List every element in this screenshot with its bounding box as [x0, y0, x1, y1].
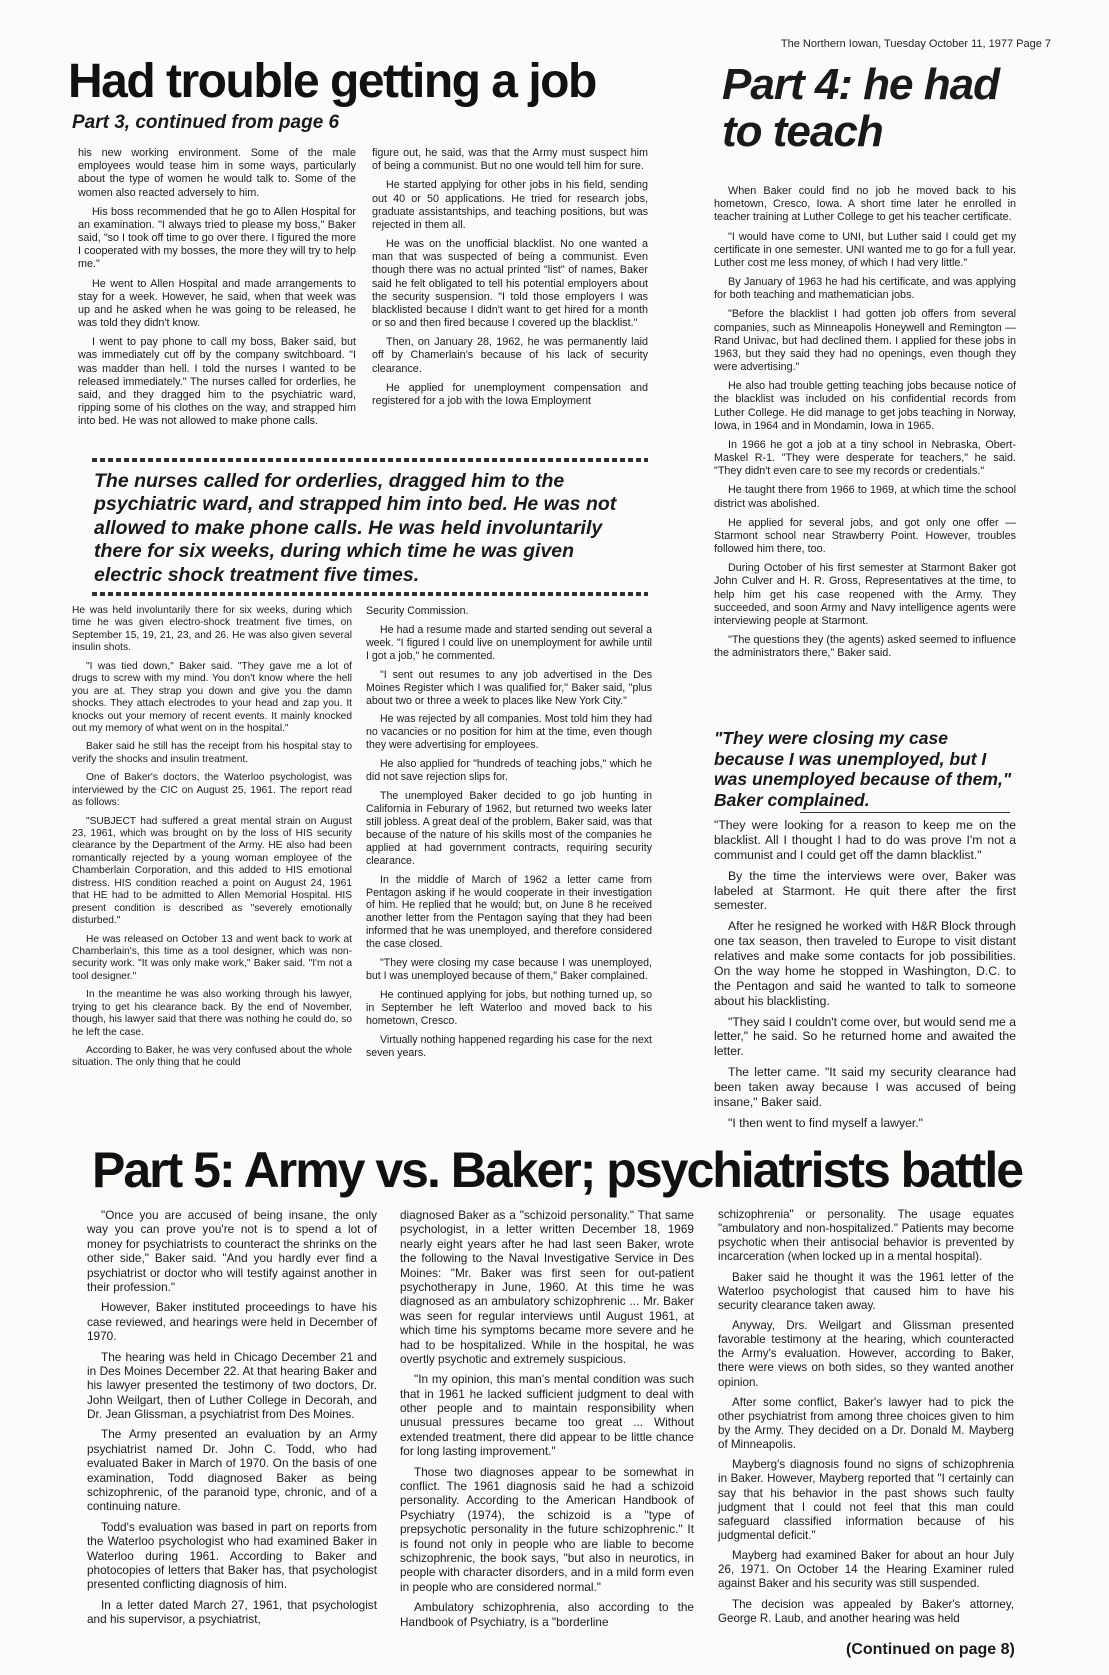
pullquote-underline	[800, 812, 1010, 813]
paragraph: "In my opinion, this man's mental condition was such that in 1961 he lacked sufficient judgment to deal with other people and to maintain responsibility when unusual pressures became too great ... Without extended treatment, there did appear to be little chance for long lasting improvement."	[400, 1372, 694, 1459]
paragraph: Security Commission.	[366, 605, 469, 617]
paragraph: In the middle of March of 1962 a letter came from Pentagon asking if he would cooperate in their investigation of him. He replied that he would; but, on June 8 he received another letter from the Pentagon saying that they had been informed that he was unemployed, and therefore considered the case closed.	[366, 873, 652, 951]
paragraph: Virtually nothing happened regarding his case for the next seven years.	[366, 1033, 652, 1059]
paragraph: By the time the interviews were over, Baker was labeled at Starmont. He quit there after the first semester.	[714, 868, 1016, 913]
paragraph: Mayberg's diagnosis found no signs of schizophrenia in Baker. However, Mayberg reported that "I certainly can say that his behavior in the past shows such faulty judgment that I could not feel that this man could safeguard classified information because of his judgmental deficit."	[718, 1458, 1014, 1542]
paragraph: "SUBJECT had suffered a great mental strain on August 23, 1961, which was brought on by the loss of HIS security clearance by the Department of the Army. HE also had been romantically rejected by a young woman employee of the Chamberlain Corporation, and this added to HIS emotional distress. HIS condition reached a point on August 24, 1961 that HE had to be admitted to Allen Memorial Hospital. HIS present condition is described as "severely emotionally disturbed."	[72, 815, 352, 927]
paragraph: He started applying for other jobs in his field, sending out 40 or 50 applications. He tried for research jobs, graduate assistantships, and teaching positions, but was rejected in them all.	[372, 179, 648, 231]
paragraph: schizophrenia" or personality. The usage equates "ambulatory and non-hospitalized." Patients may become psychotic when their antisocial behavior is prevented by incarceration (when locked up in a mental hospital).	[718, 1208, 1014, 1264]
pullquote-top-rule	[92, 458, 648, 462]
paragraph: He was on the unofficial blacklist. No one wanted a man that was suspected of being a communist. Even though there was no actual printed "list" of names, Baker said he felt obligated to tell his potential employers about the security suspension. "I told those employers I was blacklisted because I didn't want to get hired for a month or so and then fired because I covered up the blacklist."	[372, 238, 648, 330]
paragraph: Then, on January 28, 1962, he was permanently laid off by Chamerlain's because of his lack of security clearance.	[372, 336, 648, 375]
paragraph: The hearing was held in Chicago December 21 and in Des Moines December 22. At that hearing Baker and his lawyer presented the testimony of two doctors, Dr. John Weilgart, then of Luther College in Decorah, and Dr. Jean Glissman, a psychiatrist from Des Moines.	[87, 1349, 377, 1422]
paragraph: In the meantime he was also working through his lawyer, trying to get his clearance back. By the end of November, though, his lawyer said that there was nothing he could do, so he left the case.	[72, 989, 352, 1038]
part5-column-1	[87, 1208, 377, 1633]
part3-column-3	[72, 605, 352, 1076]
paragraph: Those two diagnoses appear to be somewhat in conflict. The 1961 diagnosis said he had a schizoid personality. According to the American Handbook of Psychiatry (1974), the schizoid is a "type of prepsychotic personality in the future schizophrenic." It is found not only in people who are liable to become schizophrenic, the book says, "but also in neurotics, in people with character disorders, and in a mild form even in people who are considered normal."	[400, 1464, 694, 1594]
paragraph: I went to pay phone to call my boss, Baker said, but was immediately cut off by the company switchboard. "I was madder than hell. I told the nurses I wanted to be released immediately." The nurses called for orderlies, he said, and they dragged him to the psychiatric ward, ripping some of his clothes on the way, and strapped him into bed. He was not allowed to make phone calls.	[78, 336, 356, 428]
paragraph: "I sent out resumes to any job advertised in the Des Moines Register which I was qualified for," Baker said, "plus about two or three a week to places like New York City."	[366, 668, 652, 707]
paragraph: Baker said he still has the receipt from his hospital stay to verify the shocks and insulin treatment.	[72, 741, 352, 765]
part5-column-2	[400, 1208, 694, 1635]
part4-column-bottom	[714, 818, 1016, 1137]
paragraph: He taught there from 1966 to 1969, at which time the school district was abolished.	[714, 484, 1016, 510]
paragraph: "I then went to find myself a lawyer."	[728, 1115, 923, 1130]
paragraph: Mayberg had examined Baker for about an hour July 26, 1971. On October 14 the Hearing Examiner ruled against Baker and his security was still suspended.	[718, 1549, 1014, 1591]
paragraph: After some conflict, Baker's lawyer had to pick the other psychiatrist from among three choices given to him by the Army. They decided on a Dr. Donald M. Mayberg of Minneapolis.	[718, 1395, 1014, 1452]
paragraph: The Army presented an evaluation by an Army psychiatrist named Dr. John C. Todd, who had evaluated Baker in March of 1970. On the basis of one examination, Todd diagnosed Baker as being schizophrenic, of the paranoid type, chronic, and of a continuing nature.	[87, 1427, 377, 1514]
part5-headline: Part 5: Army vs. Baker; psychiatrists battle	[92, 1142, 1023, 1198]
paragraph: "I would have come to UNI, but Luther said I could get my certificate in one semester. UNI wanted me to go for a full year. Luther cost me less money, of which I had very little."	[714, 230, 1016, 269]
paragraph: He also had trouble getting teaching jobs because notice of the blacklist was included on his confidential records from Luther College. He did manage to get jobs teaching in Norway, Iowa, in 1964 and in Mondamin, Iowa in 1965.	[714, 380, 1016, 432]
paragraph: diagnosed Baker as a "schizoid personality." That same psychologist, in a letter written December 18, 1969 nearly eight years after he had last seen Baker, wrote the following to the Naval Investigative Service in Des Moines: "Mr. Baker was first seen for out-patient psychotherapy in June, 1960. At this time he was diagnosed as an ambulatory schizophrenic ... Mr. Baker was seen for regular interviews until August 1961, at which time his symptoms became more severe and he had to be hospitalized. While in the hospital, he was overtly psychotic and extremely suspicious.	[400, 1208, 694, 1366]
paragraph: He was rejected by all companies. Most told him they had no vacancies or no position for him at the time, even though they were advertising for employees.	[366, 713, 652, 752]
paragraph: "They were looking for a reason to keep me on the blacklist. All I thought I had to do was prove I'm not a communist and I could get off the damn blacklist."	[714, 818, 1016, 862]
paragraph: He applied for unemployment compensation and registered for a job with the Iowa Employment	[372, 381, 648, 407]
pullquote-bottom-rule	[92, 592, 648, 596]
paragraph: He was released on October 13 and went back to work at Chamberlain's, this time as a tool designer, which was non-security work. "It was only make work," Baker said. "I'm not a tool designer."	[72, 933, 352, 982]
part3-pullquote: The nurses called for orderlies, dragged him to the psychiatric ward, and strapped him into bed. He was not allowed to make phone calls. He was held involuntarily there for six weeks, during which time he was given electric shock treatment five times.	[94, 470, 617, 586]
paragraph: Todd's evaluation was based in part on reports from the Waterloo psychologist who had examined Baker in Waterloo during 1961. According to Baker and photocopies of letters that Baker has, that psychologist presented conflicting diagnosis of him.	[87, 1519, 377, 1592]
paragraph: He had a resume made and started sending out several a week. "I figured I could live on unemployment for awhile until I got a job," he commented.	[366, 623, 652, 662]
paragraph: He also applied for "hundreds of teaching jobs," which he did not save rejection slips for.	[366, 758, 652, 784]
paragraph: "They were closing my case because I was unemployed, but I was unemployed because of them," Baker complained.	[366, 957, 652, 983]
paragraph: He applied for several jobs, and got only one offer — Starmont school near Strawberry Point. However, troubles followed him there, too.	[714, 516, 1016, 556]
part3-column-4	[366, 605, 652, 1066]
paragraph: figure out, he said, was that the Army must suspect him of being a communist. But no one would tell him for sure.	[372, 147, 648, 173]
paragraph: He went to Allen Hospital and made arrangements to stay for a week. However, he said, when that week was up and he asked when he was going to be released, he was told they didn't know.	[78, 277, 356, 330]
part4-column-top	[714, 185, 1016, 667]
paragraph: The decision was appealed by Baker's attorney, George R. Laub, and another hearing was held	[718, 1597, 1014, 1625]
paragraph: "Before the blacklist I had gotten job offers from several companies, such as Minneapolis Honeywell and Remington — Rand Univac, but had declined them. I applied for these jobs in 1963, but they said they had no openings, even though they were advertising."	[714, 308, 1016, 374]
paragraph: Ambulatory schizophrenia, also according to the Handbook of Psychiatry, is a "borderline	[400, 1600, 694, 1629]
continued-on-page-8: (Continued on page 8)	[846, 1641, 1015, 1658]
paragraph: "Once you are accused of being insane, the only way you can prove you're not is to spend a lot of money for psychiatrists to counteract the shrinks on the other side," Baker said. "And you hardly ever find a psychiatrist or doctor who will testify against another in their profession."	[87, 1208, 377, 1294]
paragraph: "The questions they (the agents) asked seemed to influence the administrators there," Baker said.	[714, 634, 1016, 660]
paragraph: The unemployed Baker decided to go job hunting in California in Feburary of 1962, but returned two weeks later still jobless. A great deal of the problem, Baker said, was that because of the nature of his skills most of the companies he applied at had government contracts, requiring security clearance.	[366, 790, 652, 867]
paragraph: He continued applying for jobs, but nothing turned up, so in September he left Waterloo and moved back to his hometown, Cresco.	[366, 988, 652, 1027]
paragraph: The letter came. "It said my security clearance had been taken away because I was accused of being insane," Baker said.	[714, 1065, 1016, 1109]
part3-column-2	[372, 147, 648, 414]
masthead: The Northern Iowan, Tuesday October 11, 1977 Page 7	[780, 38, 1051, 50]
paragraph: He was held involuntarily there for six weeks, during which time he was given electro-shock treatment five times, on September 15, 19, 21, 23, and 26. He was also given several insulin shots.	[72, 605, 352, 654]
part3-headline: Had trouble getting a job	[68, 55, 596, 108]
paragraph: After he resigned he worked with H&R Block through one tax season, then traveled to Europe to visit distant relatives and make some contacts for job possibilities. On the way home he stopped in Washington, D.C. to the Pentagon and said he wanted to talk to someone about his blacklisting.	[714, 919, 1016, 1008]
paragraph: According to Baker, he was very confused about the whole situation. The only thing that he could	[72, 1045, 352, 1069]
paragraph: "They said I couldn't come over, but would send me a letter," he said. So he returned home and awaited the letter.	[714, 1014, 1016, 1059]
paragraph: When Baker could find no job he moved back to his hometown, Cresco, Iowa. A short time later he enrolled in teacher training at Luther College to get his teacher certificate.	[714, 185, 1016, 224]
paragraph: His boss recommended that he go to Allen Hospital for an examination. "I always tried to please my boss," Baker said, "so I took off time to go over there. I figured the more I cooperated with my bosses, the more they will try to help me."	[78, 205, 356, 271]
paragraph: Anyway, Drs. Weilgart and Glissman presented favorable testimony at the hearing, which counteracted the Army's evaluation. However, according to Baker, there were views on both sides, so they wanted another opinion.	[718, 1318, 1014, 1389]
paragraph: Baker said he thought it was the 1961 letter of the Waterloo psychologist that caused him to have his security clearance taken away.	[718, 1270, 1014, 1312]
part3-subhead: Part 3, continued from page 6	[72, 112, 340, 133]
paragraph: his new working environment. Some of the male employees would tease him in some ways, particularly about the type of women he would talk to. Some of the women also reacted adversely to him.	[78, 147, 356, 199]
part3-column-1	[78, 147, 356, 434]
part4-pullquote: "They were closing my case because I was unemployed, but I was unemployed because of them," Baker complained.	[714, 728, 1012, 810]
part4-headline: Part 4: he had to teach	[722, 60, 999, 156]
paragraph: "I was tied down," Baker said. "They gave me a lot of drugs to screw with my mind. You don't know where the hell you are at. They strap you down and give you the damn shocks. They attach electrodes to your head and zap you. It knocks out your memory of recent events. It mainly knocked out my memory of what went on in the hospital."	[72, 660, 352, 734]
paragraph: However, Baker instituted proceedings to have his case reviewed, and hearings were held in December of 1970.	[87, 1300, 377, 1344]
paragraph: In a letter dated March 27, 1961, that psychologist and his supervisor, a psychiatrist,	[87, 1597, 377, 1627]
paragraph: In 1966 he got a job at a tiny school in Nebraska, Obert-Maskel R-1. "They were desperate for teachers," he said. "They didn't even care to see my records or credentials."	[714, 438, 1016, 478]
paragraph: During October of his first semester at Starmont Baker got John Culver and H. R. Gross, Representatives at the time, to help him get his case reopened with the Army. They succeeded, and soon Army and Navy intelligence agents were interviewing people at Starmont.	[714, 562, 1016, 627]
part5-column-3	[718, 1208, 1014, 1632]
paragraph: By January of 1963 he had his certificate, and was applying for both teaching and mathematician jobs.	[714, 276, 1016, 302]
paragraph: One of Baker's doctors, the Waterloo psychologist, was interviewed by the CIC on August 25, 1961. The report read as follows:	[72, 772, 352, 809]
